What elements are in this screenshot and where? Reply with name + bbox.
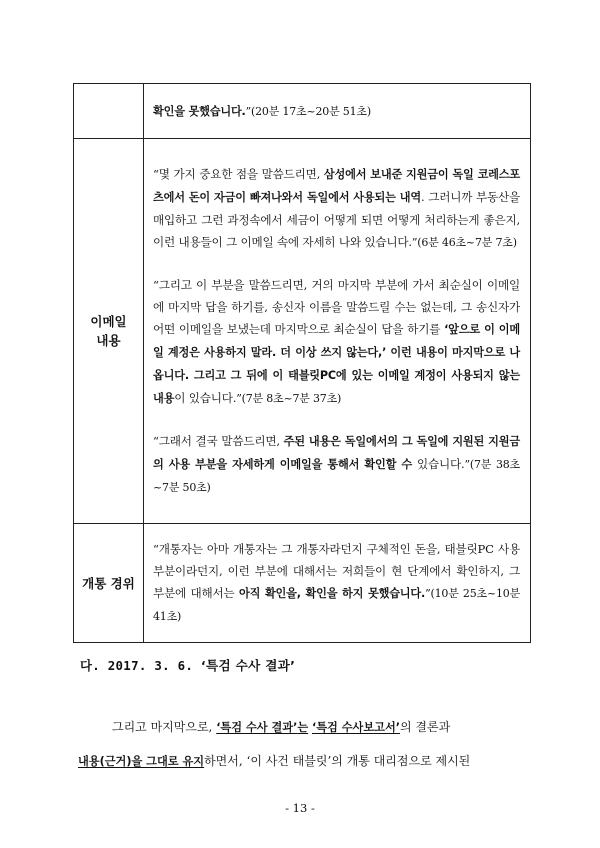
- timestamp: ”(10분 25초~10분 41초): [153, 587, 520, 623]
- bold-text: ‘앞으로 이 이메일 계정은 사용하지 말라. 더 이상 쓰지 않는다,’ 이런 내용이 마지막으로 나옵니다. 그리고 그 뒤에 이 태블릿PC에 있는 이메일 계정이 사용되지 않는 내용: [153, 323, 520, 405]
- timestamp: ”(20분 17초~20분 51초): [245, 104, 371, 118]
- quote-text: 이 있습니다.: [174, 391, 237, 405]
- quote-text: “그리고 이 부분을 말씀드리면, 거의 마지막 부분에 가서 최순실이 이메일에 마지막 답을 하기를, 송신자 이름을 말씀드릴 수는 없는데, 그 송신자가 어떤 이메일을 보냈는데 마지막으로 최순실이 답을 하기를: [153, 278, 520, 336]
- section-title: ‘특검 수사 결과’: [200, 658, 296, 673]
- timestamp: ”(7분 8초~7분 37초): [236, 392, 342, 405]
- bold-text: 주된 내용은 독일에서의 그 독일에 지원된 지원금의 사용 부분을 자세하게 이메일을 통해서 확인할 수: [153, 435, 520, 471]
- label-line-2: 내용: [96, 333, 121, 348]
- underlined-bold-text: ‘특검 수사보고서’: [311, 721, 401, 734]
- underlined-phrase: 는: [297, 721, 309, 734]
- quote-text: “몇 가지 중요한 점을 말씀드리면,: [153, 167, 324, 181]
- underlined-phrase: ‘특검 수사 결과’: [216, 721, 298, 734]
- paragraph-line-2: [78, 751, 527, 772]
- quote-text: “그래서 결국 말씀드리면,: [153, 434, 284, 448]
- paragraph-line-1: [78, 717, 527, 738]
- quote-activation: [153, 538, 520, 628]
- quote-continued: [153, 100, 520, 123]
- row-content-activation: [144, 524, 531, 643]
- timestamp: ”(7분 38초~7분 50초): [153, 458, 520, 494]
- table-row-email-content: [74, 139, 531, 524]
- underlined-bold-text: [216, 721, 308, 734]
- paragraph-text: 의 결론과: [400, 720, 451, 734]
- bold-text: 삼성에서 보내준 지원금이 독일 코레스포츠에서 돈이 자금이 빠져나와서 독일에서 사용되는 내역: [153, 168, 520, 204]
- quote-1: [153, 163, 520, 254]
- quote-2: [153, 274, 520, 410]
- section-heading: [80, 655, 295, 674]
- table-row-activation: [74, 524, 531, 643]
- bold-text: 확인을 못했습니다.: [153, 104, 246, 118]
- page-number: - 13 -: [285, 801, 315, 815]
- quote-text: 있습니다.: [411, 457, 465, 471]
- section-number: 다. 2017. 3. 6.: [80, 658, 201, 673]
- row-content-email: [144, 139, 531, 524]
- underlined-bold-text: 내용(근거)을 그대로 유지: [78, 755, 205, 768]
- timestamp: ”(6분 46초~7분 7초): [411, 236, 517, 249]
- quote-3: [153, 430, 520, 499]
- bold-text: 아직 확인을, 확인을 하지 못했습니다.: [239, 587, 426, 600]
- paragraph-text: 그리고 마지막으로,: [112, 720, 217, 734]
- label-line-1: 이메일: [90, 314, 127, 329]
- row-label-empty: [74, 84, 144, 139]
- quote-text: “개통자는 아마 개통자는 그 개통자라던지 구체적인 돈을, 태블릿PC 사용 부분이라던지, 이런 부분에 대해서는 저희들이 현 단계에서 확인하지, 그 부분에 대해서는: [153, 542, 520, 600]
- row-content-previous: [144, 84, 531, 139]
- table-row-previous-continued: [74, 84, 531, 139]
- row-label-activation: 개통 경위: [74, 524, 144, 643]
- testimony-table: [73, 83, 531, 643]
- row-label-email-content: [74, 139, 144, 524]
- quote-text: . 그러니까 부동산을 매입하고 그런 과정속에서 세금이 어떻게 되면 어떻게 처리하는게 좋은지, 이런 내용들이 그 이메일 속에 자세히 나와 있습니다.: [153, 190, 521, 249]
- paragraph-text: 하면서, ‘이 사건 태블릿’의 개통 대리점으로 제시된: [204, 754, 471, 768]
